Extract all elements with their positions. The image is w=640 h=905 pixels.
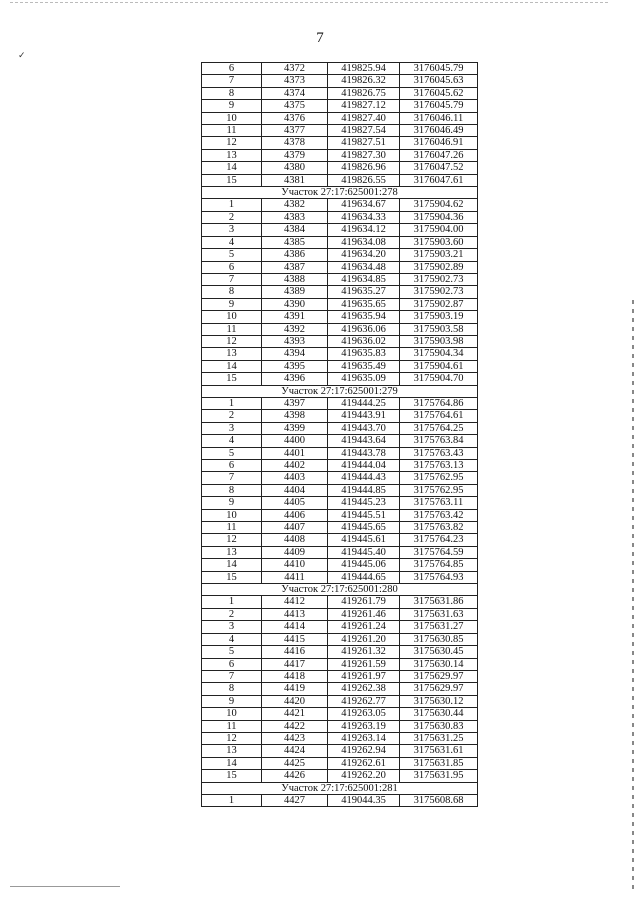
point-index-cell: 1 [202,397,262,409]
point-index-cell: 7 [202,75,262,87]
table-row [202,770,478,782]
coord-y-cell: 3176045.62 [400,87,478,99]
point-index-cell: 11 [202,522,262,534]
coord-y-cell: 3175904.62 [400,199,478,211]
coord-x-cell: 419636.06 [328,323,400,335]
point-index-cell: 5 [202,646,262,658]
point-index-cell: 4 [202,633,262,645]
table-row [202,708,478,720]
coord-y-cell: 3176047.26 [400,149,478,161]
section-title: Участок 27:17:625001:278 [202,187,478,199]
coord-x-cell: 419635.94 [328,311,400,323]
coord-x-cell: 419044.35 [328,794,400,806]
coord-y-cell: 3175764.23 [400,534,478,546]
point-index-cell: 13 [202,348,262,360]
coord-y-cell: 3175903.60 [400,236,478,248]
coord-x-cell: 419634.48 [328,261,400,273]
point-index-cell: 14 [202,162,262,174]
point-number-cell: 4419 [262,683,328,695]
point-index-cell: 14 [202,559,262,571]
table-row [202,621,478,633]
point-number-cell: 4374 [262,87,328,99]
coord-y-cell: 3175763.82 [400,522,478,534]
table-row [202,211,478,223]
table-row [202,596,478,608]
section-title: Участок 27:17:625001:279 [202,385,478,397]
coord-y-cell: 3176045.79 [400,63,478,75]
coord-y-cell: 3175629.97 [400,683,478,695]
section-header-row [202,187,478,199]
table-row [202,199,478,211]
point-index-cell: 2 [202,211,262,223]
page-number: 7 [316,30,324,46]
table-row [202,87,478,99]
coord-y-cell: 3176046.11 [400,112,478,124]
table-row [202,162,478,174]
coord-y-cell: 3176045.63 [400,75,478,87]
coord-x-cell: 419827.40 [328,112,400,124]
table-row [202,422,478,434]
table-row [202,447,478,459]
coord-x-cell: 419826.96 [328,162,400,174]
table-row [202,397,478,409]
table-row [202,522,478,534]
coord-y-cell: 3176047.61 [400,174,478,186]
table-row [202,745,478,757]
point-index-cell: 11 [202,720,262,732]
coord-y-cell: 3175763.42 [400,509,478,521]
point-number-cell: 4396 [262,373,328,385]
coord-y-cell: 3176045.79 [400,100,478,112]
point-index-cell: 15 [202,373,262,385]
point-index-cell: 3 [202,224,262,236]
coord-x-cell: 419445.61 [328,534,400,546]
coord-y-cell: 3176046.49 [400,125,478,137]
table-row [202,497,478,509]
coord-y-cell: 3175764.61 [400,410,478,422]
point-number-cell: 4379 [262,149,328,161]
coord-y-cell: 3175902.87 [400,298,478,310]
table-row [202,348,478,360]
coord-x-cell: 419263.19 [328,720,400,732]
coord-x-cell: 419445.06 [328,559,400,571]
point-number-cell: 4391 [262,311,328,323]
point-number-cell: 4416 [262,646,328,658]
coord-y-cell: 3175631.86 [400,596,478,608]
coord-x-cell: 419634.85 [328,273,400,285]
point-number-cell: 4418 [262,670,328,682]
coord-y-cell: 3175630.44 [400,708,478,720]
point-number-cell: 4401 [262,447,328,459]
coord-y-cell: 3175763.13 [400,460,478,472]
coord-x-cell: 419262.77 [328,695,400,707]
coord-x-cell: 419634.67 [328,199,400,211]
coord-x-cell: 419443.78 [328,447,400,459]
table-row [202,472,478,484]
point-number-cell: 4387 [262,261,328,273]
table-row [202,732,478,744]
coord-x-cell: 419634.33 [328,211,400,223]
point-index-cell: 10 [202,112,262,124]
table-row [202,720,478,732]
table-row [202,658,478,670]
coord-y-cell: 3175630.14 [400,658,478,670]
coord-y-cell: 3175903.19 [400,311,478,323]
point-number-cell: 4394 [262,348,328,360]
coord-y-cell: 3175631.63 [400,608,478,620]
coord-x-cell: 419443.64 [328,435,400,447]
coord-x-cell: 419826.75 [328,87,400,99]
point-index-cell: 5 [202,447,262,459]
coord-x-cell: 419262.38 [328,683,400,695]
coord-y-cell: 3175764.86 [400,397,478,409]
coord-y-cell: 3175764.85 [400,559,478,571]
coord-y-cell: 3175630.85 [400,633,478,645]
point-number-cell: 4422 [262,720,328,732]
point-index-cell: 7 [202,273,262,285]
table-row [202,112,478,124]
table-row [202,125,478,137]
coord-x-cell: 419444.25 [328,397,400,409]
coord-y-cell: 3175763.11 [400,497,478,509]
table-row [202,484,478,496]
coord-x-cell: 419262.20 [328,770,400,782]
table-row [202,757,478,769]
scan-mark: ✓ [18,50,26,60]
coord-x-cell: 419444.43 [328,472,400,484]
point-number-cell: 4424 [262,745,328,757]
point-index-cell: 11 [202,125,262,137]
table-row [202,534,478,546]
table-row [202,373,478,385]
coord-y-cell: 3175629.97 [400,670,478,682]
coord-y-cell: 3175630.45 [400,646,478,658]
coord-y-cell: 3175902.73 [400,286,478,298]
coord-y-cell: 3175630.12 [400,695,478,707]
coord-x-cell: 419445.65 [328,522,400,534]
point-index-cell: 6 [202,63,262,75]
coord-x-cell: 419635.49 [328,360,400,372]
point-index-cell: 12 [202,335,262,347]
point-index-cell: 14 [202,360,262,372]
coord-x-cell: 419445.23 [328,497,400,509]
table-row [202,360,478,372]
point-number-cell: 4388 [262,273,328,285]
coord-y-cell: 3175904.34 [400,348,478,360]
point-number-cell: 4411 [262,571,328,583]
table-row [202,286,478,298]
table-row [202,249,478,261]
point-number-cell: 4389 [262,286,328,298]
coord-x-cell: 419262.61 [328,757,400,769]
table-row [202,63,478,75]
point-index-cell: 13 [202,546,262,558]
point-index-cell: 13 [202,149,262,161]
coord-y-cell: 3175764.59 [400,546,478,558]
coord-x-cell: 419263.14 [328,732,400,744]
table-row [202,261,478,273]
coord-y-cell: 3175763.84 [400,435,478,447]
coord-y-cell: 3175902.89 [400,261,478,273]
point-number-cell: 4385 [262,236,328,248]
coord-y-cell: 3176046.91 [400,137,478,149]
coord-x-cell: 419261.46 [328,608,400,620]
table-row [202,311,478,323]
point-number-cell: 4427 [262,794,328,806]
point-number-cell: 4413 [262,608,328,620]
point-index-cell: 10 [202,509,262,521]
table-row [202,174,478,186]
point-index-cell: 7 [202,670,262,682]
coord-x-cell: 419636.02 [328,335,400,347]
coord-y-cell: 3175903.98 [400,335,478,347]
coord-y-cell: 3175903.58 [400,323,478,335]
point-index-cell: 1 [202,199,262,211]
point-index-cell: 12 [202,732,262,744]
coordinates-table-body [202,63,478,807]
coord-y-cell: 3175631.61 [400,745,478,757]
coord-x-cell: 419445.40 [328,546,400,558]
coord-y-cell: 3175631.27 [400,621,478,633]
coordinates-table [201,62,478,807]
point-index-cell: 14 [202,757,262,769]
point-number-cell: 4382 [262,199,328,211]
coord-y-cell: 3175764.25 [400,422,478,434]
coord-x-cell: 419262.94 [328,745,400,757]
point-index-cell: 9 [202,695,262,707]
coord-x-cell: 419261.79 [328,596,400,608]
point-index-cell: 15 [202,770,262,782]
coord-y-cell: 3175763.43 [400,447,478,459]
coord-x-cell: 419261.24 [328,621,400,633]
coord-y-cell: 3175904.36 [400,211,478,223]
coord-y-cell: 3175904.61 [400,360,478,372]
table-row [202,460,478,472]
point-index-cell: 1 [202,794,262,806]
point-index-cell: 7 [202,472,262,484]
point-number-cell: 4417 [262,658,328,670]
point-number-cell: 4409 [262,546,328,558]
table-row [202,335,478,347]
point-number-cell: 4386 [262,249,328,261]
point-index-cell: 5 [202,249,262,261]
coord-x-cell: 419634.12 [328,224,400,236]
point-number-cell: 4407 [262,522,328,534]
point-index-cell: 10 [202,311,262,323]
point-number-cell: 4377 [262,125,328,137]
point-index-cell: 6 [202,460,262,472]
coord-x-cell: 419634.08 [328,236,400,248]
coord-x-cell: 419635.27 [328,286,400,298]
table-row [202,794,478,806]
coord-x-cell: 419635.65 [328,298,400,310]
table-row [202,571,478,583]
table-row [202,273,478,285]
point-number-cell: 4384 [262,224,328,236]
coord-y-cell: 3175904.00 [400,224,478,236]
point-index-cell: 13 [202,745,262,757]
table-row [202,546,478,558]
point-index-cell: 12 [202,137,262,149]
table-row [202,323,478,335]
point-number-cell: 4415 [262,633,328,645]
point-number-cell: 4420 [262,695,328,707]
table-row [202,100,478,112]
coord-x-cell: 419826.55 [328,174,400,186]
point-number-cell: 4403 [262,472,328,484]
point-number-cell: 4414 [262,621,328,633]
coord-x-cell: 419261.59 [328,658,400,670]
point-number-cell: 4404 [262,484,328,496]
point-index-cell: 4 [202,236,262,248]
point-number-cell: 4392 [262,323,328,335]
coord-y-cell: 3175902.73 [400,273,478,285]
coord-x-cell: 419444.04 [328,460,400,472]
table-row [202,646,478,658]
point-number-cell: 4381 [262,174,328,186]
point-number-cell: 4397 [262,397,328,409]
point-index-cell: 8 [202,87,262,99]
point-index-cell: 3 [202,422,262,434]
point-number-cell: 4423 [262,732,328,744]
bottom-scan-line [10,886,120,887]
table-row [202,670,478,682]
coord-x-cell: 419827.54 [328,125,400,137]
point-number-cell: 4400 [262,435,328,447]
scan-edge-marks [632,300,634,890]
point-index-cell: 8 [202,484,262,496]
point-index-cell: 9 [202,100,262,112]
point-number-cell: 4393 [262,335,328,347]
point-number-cell: 4410 [262,559,328,571]
table-row [202,298,478,310]
point-number-cell: 4426 [262,770,328,782]
coord-x-cell: 419261.97 [328,670,400,682]
coord-x-cell: 419443.91 [328,410,400,422]
point-index-cell: 15 [202,174,262,186]
table-row [202,149,478,161]
point-index-cell: 6 [202,261,262,273]
point-number-cell: 4395 [262,360,328,372]
table-row [202,224,478,236]
coord-y-cell: 3175631.85 [400,757,478,769]
point-index-cell: 2 [202,410,262,422]
coord-x-cell: 419825.94 [328,63,400,75]
coord-x-cell: 419443.70 [328,422,400,434]
point-number-cell: 4399 [262,422,328,434]
coord-x-cell: 419634.20 [328,249,400,261]
table-row [202,236,478,248]
point-number-cell: 4425 [262,757,328,769]
section-title: Участок 27:17:625001:280 [202,584,478,596]
coord-x-cell: 419827.51 [328,137,400,149]
table-row [202,683,478,695]
point-number-cell: 4383 [262,211,328,223]
point-index-cell: 3 [202,621,262,633]
point-number-cell: 4406 [262,509,328,521]
point-index-cell: 1 [202,596,262,608]
table-row [202,608,478,620]
table-row [202,435,478,447]
point-number-cell: 4372 [262,63,328,75]
table-row [202,410,478,422]
point-index-cell: 11 [202,323,262,335]
coord-x-cell: 419635.09 [328,373,400,385]
top-scan-border [10,2,608,3]
coord-y-cell: 3175903.21 [400,249,478,261]
point-number-cell: 4412 [262,596,328,608]
coord-y-cell: 3175631.25 [400,732,478,744]
table-row [202,633,478,645]
point-index-cell: 8 [202,683,262,695]
section-header-row [202,385,478,397]
coord-y-cell: 3175630.83 [400,720,478,732]
section-header-row [202,584,478,596]
coord-y-cell: 3175631.95 [400,770,478,782]
point-index-cell: 4 [202,435,262,447]
table-row [202,75,478,87]
point-index-cell: 2 [202,608,262,620]
coord-x-cell: 419635.83 [328,348,400,360]
point-number-cell: 4405 [262,497,328,509]
coord-x-cell: 419444.65 [328,571,400,583]
point-index-cell: 6 [202,658,262,670]
coord-x-cell: 419445.51 [328,509,400,521]
table-row [202,509,478,521]
point-number-cell: 4408 [262,534,328,546]
point-index-cell: 12 [202,534,262,546]
point-number-cell: 4375 [262,100,328,112]
section-header-row [202,782,478,794]
table-row [202,695,478,707]
coord-x-cell: 419261.20 [328,633,400,645]
coord-y-cell: 3175904.70 [400,373,478,385]
point-number-cell: 4398 [262,410,328,422]
point-index-cell: 10 [202,708,262,720]
coord-x-cell: 419827.30 [328,149,400,161]
coord-x-cell: 419261.32 [328,646,400,658]
coord-x-cell: 419826.32 [328,75,400,87]
point-number-cell: 4378 [262,137,328,149]
point-number-cell: 4390 [262,298,328,310]
coord-y-cell: 3175764.93 [400,571,478,583]
coord-x-cell: 419827.12 [328,100,400,112]
table-row [202,137,478,149]
table-row [202,559,478,571]
point-number-cell: 4373 [262,75,328,87]
coord-y-cell: 3175762.95 [400,484,478,496]
point-index-cell: 9 [202,298,262,310]
coord-y-cell: 3175608.68 [400,794,478,806]
coord-y-cell: 3175762.95 [400,472,478,484]
coord-y-cell: 3176047.52 [400,162,478,174]
point-number-cell: 4380 [262,162,328,174]
point-index-cell: 8 [202,286,262,298]
coord-x-cell: 419444.85 [328,484,400,496]
point-number-cell: 4421 [262,708,328,720]
coord-x-cell: 419263.05 [328,708,400,720]
point-number-cell: 4376 [262,112,328,124]
section-title: Участок 27:17:625001:281 [202,782,478,794]
point-index-cell: 9 [202,497,262,509]
point-index-cell: 15 [202,571,262,583]
point-number-cell: 4402 [262,460,328,472]
